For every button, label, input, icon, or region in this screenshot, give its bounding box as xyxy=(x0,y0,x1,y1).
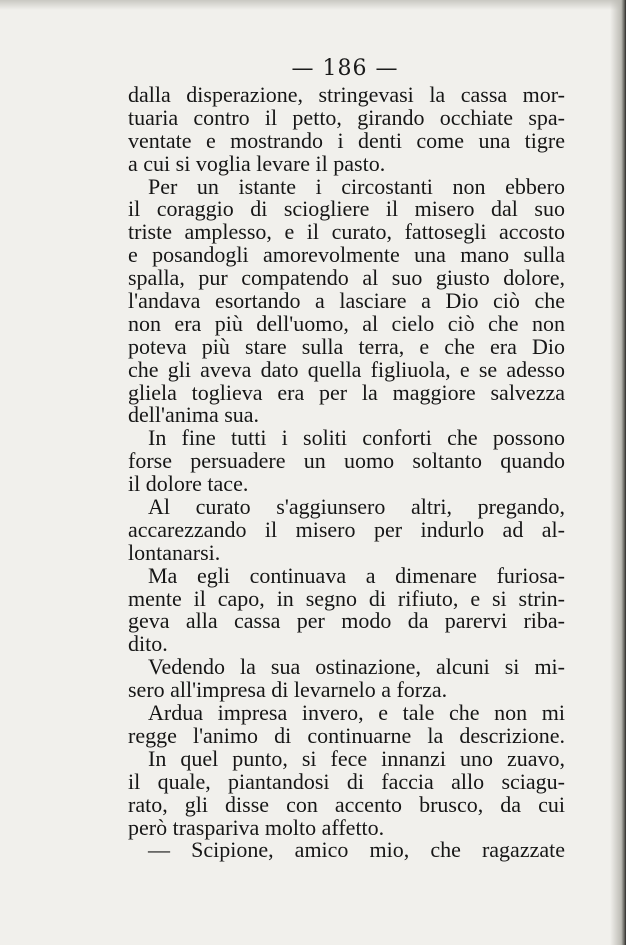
text-line: che gli aveva dato quella figliuola, e se adesso xyxy=(128,356,565,382)
text-line: a cui si voglia levare il pasto. xyxy=(128,150,386,176)
text-line: mente il capo, in segno di rifiuto, e si strin- xyxy=(128,585,565,611)
text-line: triste amplesso, e il curato, fattosegli accosto xyxy=(128,219,565,245)
text-line: Vedendo la sua ostinazione, alcuni si mi- xyxy=(148,654,565,680)
text-line: accarezzando il misero per indurlo ad al- xyxy=(128,516,565,542)
text-line: gliela toglieva era per la maggiore salvezza xyxy=(128,379,565,405)
text-line: però traspariva molto affetto. xyxy=(128,814,385,840)
body-text xyxy=(128,84,565,862)
text-line: dito. xyxy=(128,631,168,657)
text-line: geva alla cassa per modo da parervi riba- xyxy=(128,608,565,634)
text-line: Al curato s'aggiunsero altri, pregando, xyxy=(148,494,565,520)
text-line: non era più dell'uomo, al cielo ciò che non xyxy=(128,310,565,336)
text-line: dell'anima sua. xyxy=(128,402,260,428)
text-line: ventate e mostrando i denti come una tigre xyxy=(128,127,565,153)
text-line: il dolore tace. xyxy=(128,471,249,497)
text-line: In fine tutti i soliti conforti che possono xyxy=(148,425,565,451)
text-line: rato, gli disse con accento brusco, da cui xyxy=(128,791,565,817)
text-line: dalla disperazione, stringevasi la cassa mor- xyxy=(128,82,565,107)
text-line: — Scipione, amico mio, che ragazzate xyxy=(148,837,565,863)
page-number: — 186 — xyxy=(291,56,399,81)
page-binding-edge xyxy=(610,0,626,945)
text-line: tuaria contro il petto, girando occhiate spa- xyxy=(128,104,565,130)
text-line: poteva più stare sulla terra, e che era Dio xyxy=(128,333,565,359)
text-line: sero all'impresa di levarnelo a forza. xyxy=(128,677,448,703)
text-line: Ardua impresa invero, e tale che non mi xyxy=(148,700,565,726)
text-line: il coraggio di sciogliere il misero dal suo xyxy=(128,196,565,222)
text-line: il quale, piantandosi di faccia allo sciagu- xyxy=(128,768,565,794)
text-line: forse persuadere un uomo soltanto quando xyxy=(128,448,565,474)
text-line: Ma egli continuava a dimenare furiosa- xyxy=(148,562,565,588)
text-line: In quel punto, si fece innanzi uno zuavo, xyxy=(148,745,565,771)
text-line: spalla, pur compatendo al suo giusto dolore, xyxy=(128,265,565,291)
text-line: l'andava esortando a lasciare a Dio ciò che xyxy=(128,288,565,314)
text-line: regge l'animo di continuarne la descrizione. xyxy=(128,722,565,748)
text-line: e posandogli amorevolmente una mano sulla xyxy=(128,242,565,268)
page-top-shadow xyxy=(0,0,626,10)
text-line: Per un istante i circostanti non ebbero xyxy=(148,173,565,199)
text-line: lontanarsi. xyxy=(128,539,221,565)
